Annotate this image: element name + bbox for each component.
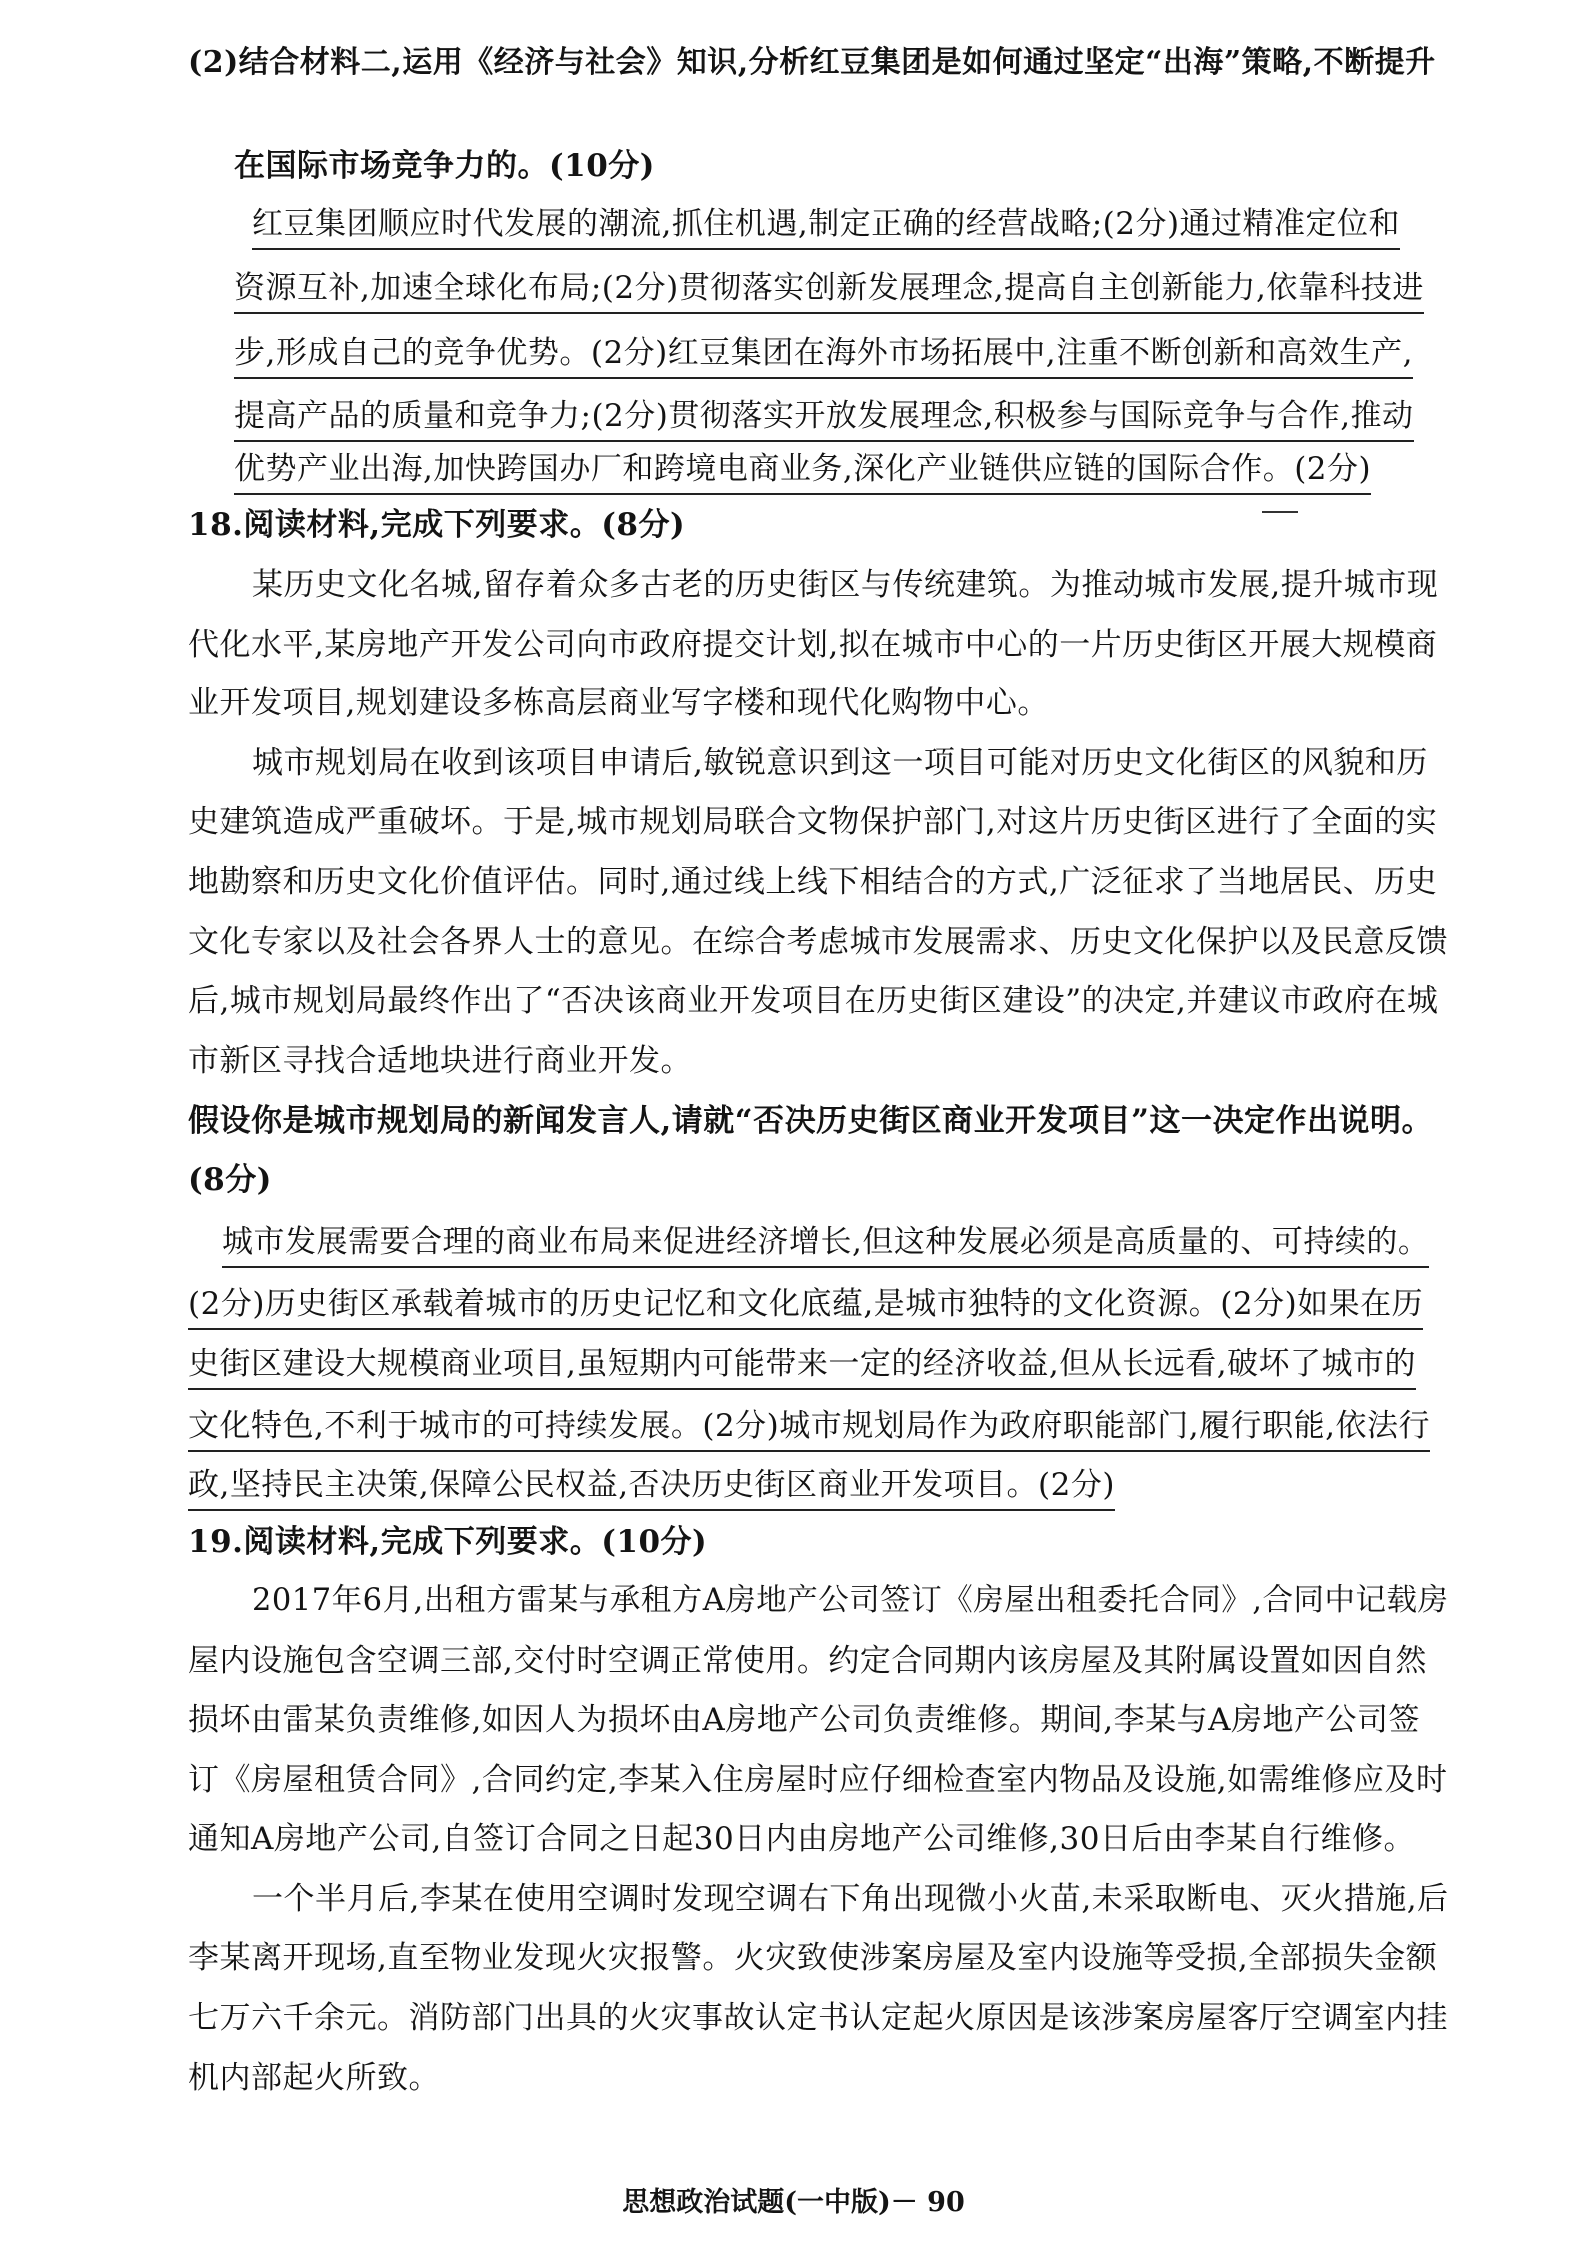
q19-material-line-4: 订《房屋租赁合同》,合同约定,李某入住房屋时应仔细检查室内物品及设施,如需维修应及时: [188, 1762, 1448, 1798]
page-footer: 思想政治试题(一中版)－ 90: [622, 2187, 965, 2218]
q18-material-line-5: 史建筑造成严重破坏。于是,城市规划局联合文物保护部门,对这片历史街区进行了全面的实: [188, 804, 1438, 840]
q19-material-line-1: 2017年6月,出租方雷某与承租方A房地产公司签订《房屋出租委托合同》,合同中记载房: [252, 1583, 1449, 1618]
q17-answer-line-5: 优势产业出海,加快跨国办厂和跨境电商业务,深化产业链供应链的国际合作。(2分): [234, 449, 1371, 495]
q19-heading: 19.阅读材料,完成下列要求。(10分): [188, 1524, 708, 1560]
q18-answer-line-3: 史街区建设大规模商业项目,虽短期内可能带来一定的经济收益,但从长远看,破坏了城市的: [188, 1344, 1416, 1390]
q18-material-line-2: 代化水平,某房地产开发公司向市政府提交计划,拟在城市中心的一片历史街区开展大规模商: [188, 627, 1438, 663]
q18-answer-line-2: (2分)历史街区承载着城市的历史记忆和文化底蕴,是城市独特的文化资源。(2分)如果在历: [188, 1284, 1423, 1330]
q19-material-line-5: 通知A房地产公司,自签订合同之日起30日内由房地产公司维修,30日后由李某自行维修。: [188, 1821, 1415, 1857]
q19-material-line-7: 李某离开现场,直至物业发现火灾报警。火灾致使涉案房屋及室内设施等受损,全部损失金额: [188, 1940, 1438, 1976]
q18-material-line-1: 某历史文化名城,留存着众多古老的历史街区与传统建筑。为推动城市发展,提升城市现: [252, 567, 1439, 603]
q19-material-line-3: 损坏由雷某负责维修,如因人为损坏由A房地产公司负责维修。期间,李某与A房地产公司签: [188, 1702, 1420, 1738]
q18-material-line-3: 业开发项目,规划建设多栋高层商业写字楼和现代化购物中心。: [188, 685, 1049, 721]
q18-material-line-9: 市新区寻找合适地块进行商业开发。: [188, 1043, 692, 1079]
q18-task-line-1: 假设你是城市规划局的新闻发言人,请就“否决历史街区商业开发项目”这一决定作出说明。: [188, 1103, 1433, 1139]
q18-material-line-6: 地勘察和历史文化价值评估。同时,通过线上线下相结合的方式,广泛征求了当地居民、历史: [188, 864, 1438, 900]
q17-answer-line-3: 步,形成自己的竞争优势。(2分)红豆集团在海外市场拓展中,注重不断创新和高效生产,: [234, 333, 1413, 379]
q19-material-line-9: 机内部起火所致。: [188, 2060, 440, 2096]
q18-material-line-4: 城市规划局在收到该项目申请后,敏锐意识到这一项目可能对历史文化街区的风貌和历: [252, 745, 1428, 781]
q17-part2-question-line-1: (2)结合材料二,运用《经济与社会》知识,分析红豆集团是如何通过坚定“出海”策略,不断提升: [188, 45, 1436, 80]
stray-dash-mark: [1262, 511, 1298, 513]
q18-answer-line-5: 政,坚持民主决策,保障公民权益,否决历史街区商业开发项目。(2分): [188, 1465, 1115, 1511]
q17-answer-line-1: 红豆集团顺应时代发展的潮流,抓住机遇,制定正确的经营战略;(2分)通过精准定位和: [252, 204, 1400, 250]
q17-part2-question-line-2: 在国际市场竞争力的。(10分): [234, 148, 655, 184]
q18-material-line-8: 后,城市规划局最终作出了“否决该商业开发项目在历史街区建设”的决定,并建议市政府在城: [188, 983, 1439, 1019]
q18-answer-line-4: 文化特色,不利于城市的可持续发展。(2分)城市规划局作为政府职能部门,履行职能,依法行: [188, 1406, 1430, 1452]
q18-answer-line-1: 城市发展需要合理的商业布局来促进经济增长,但这种发展必须是高质量的、可持续的。: [222, 1222, 1429, 1268]
q18-material-line-7: 文化专家以及社会各界人士的意见。在综合考虑城市发展需求、历史文化保护以及民意反馈: [188, 924, 1448, 960]
q19-material-line-8: 七万六千余元。消防部门出具的火灾事故认定书认定起火原因是该涉案房屋客厅空调室内挂: [188, 2000, 1448, 2036]
q17-answer-line-2: 资源互补,加速全球化布局;(2分)贯彻落实创新发展理念,提高自主创新能力,依靠科技进: [234, 268, 1424, 314]
q19-material-line-6: 一个半月后,李某在使用空调时发现空调右下角出现微小火苗,未采取断电、灭火措施,后: [252, 1881, 1449, 1917]
q18-task-line-2: (8分): [188, 1162, 272, 1198]
q18-heading: 18.阅读材料,完成下列要求。(8分): [188, 507, 686, 543]
q17-answer-line-4: 提高产品的质量和竞争力;(2分)贯彻落实开放发展理念,积极参与国际竞争与合作,推动: [234, 396, 1414, 442]
q19-material-line-2: 屋内设施包含空调三部,交付时空调正常使用。约定合同期内该房屋及其附属设置如因自然: [188, 1643, 1427, 1679]
